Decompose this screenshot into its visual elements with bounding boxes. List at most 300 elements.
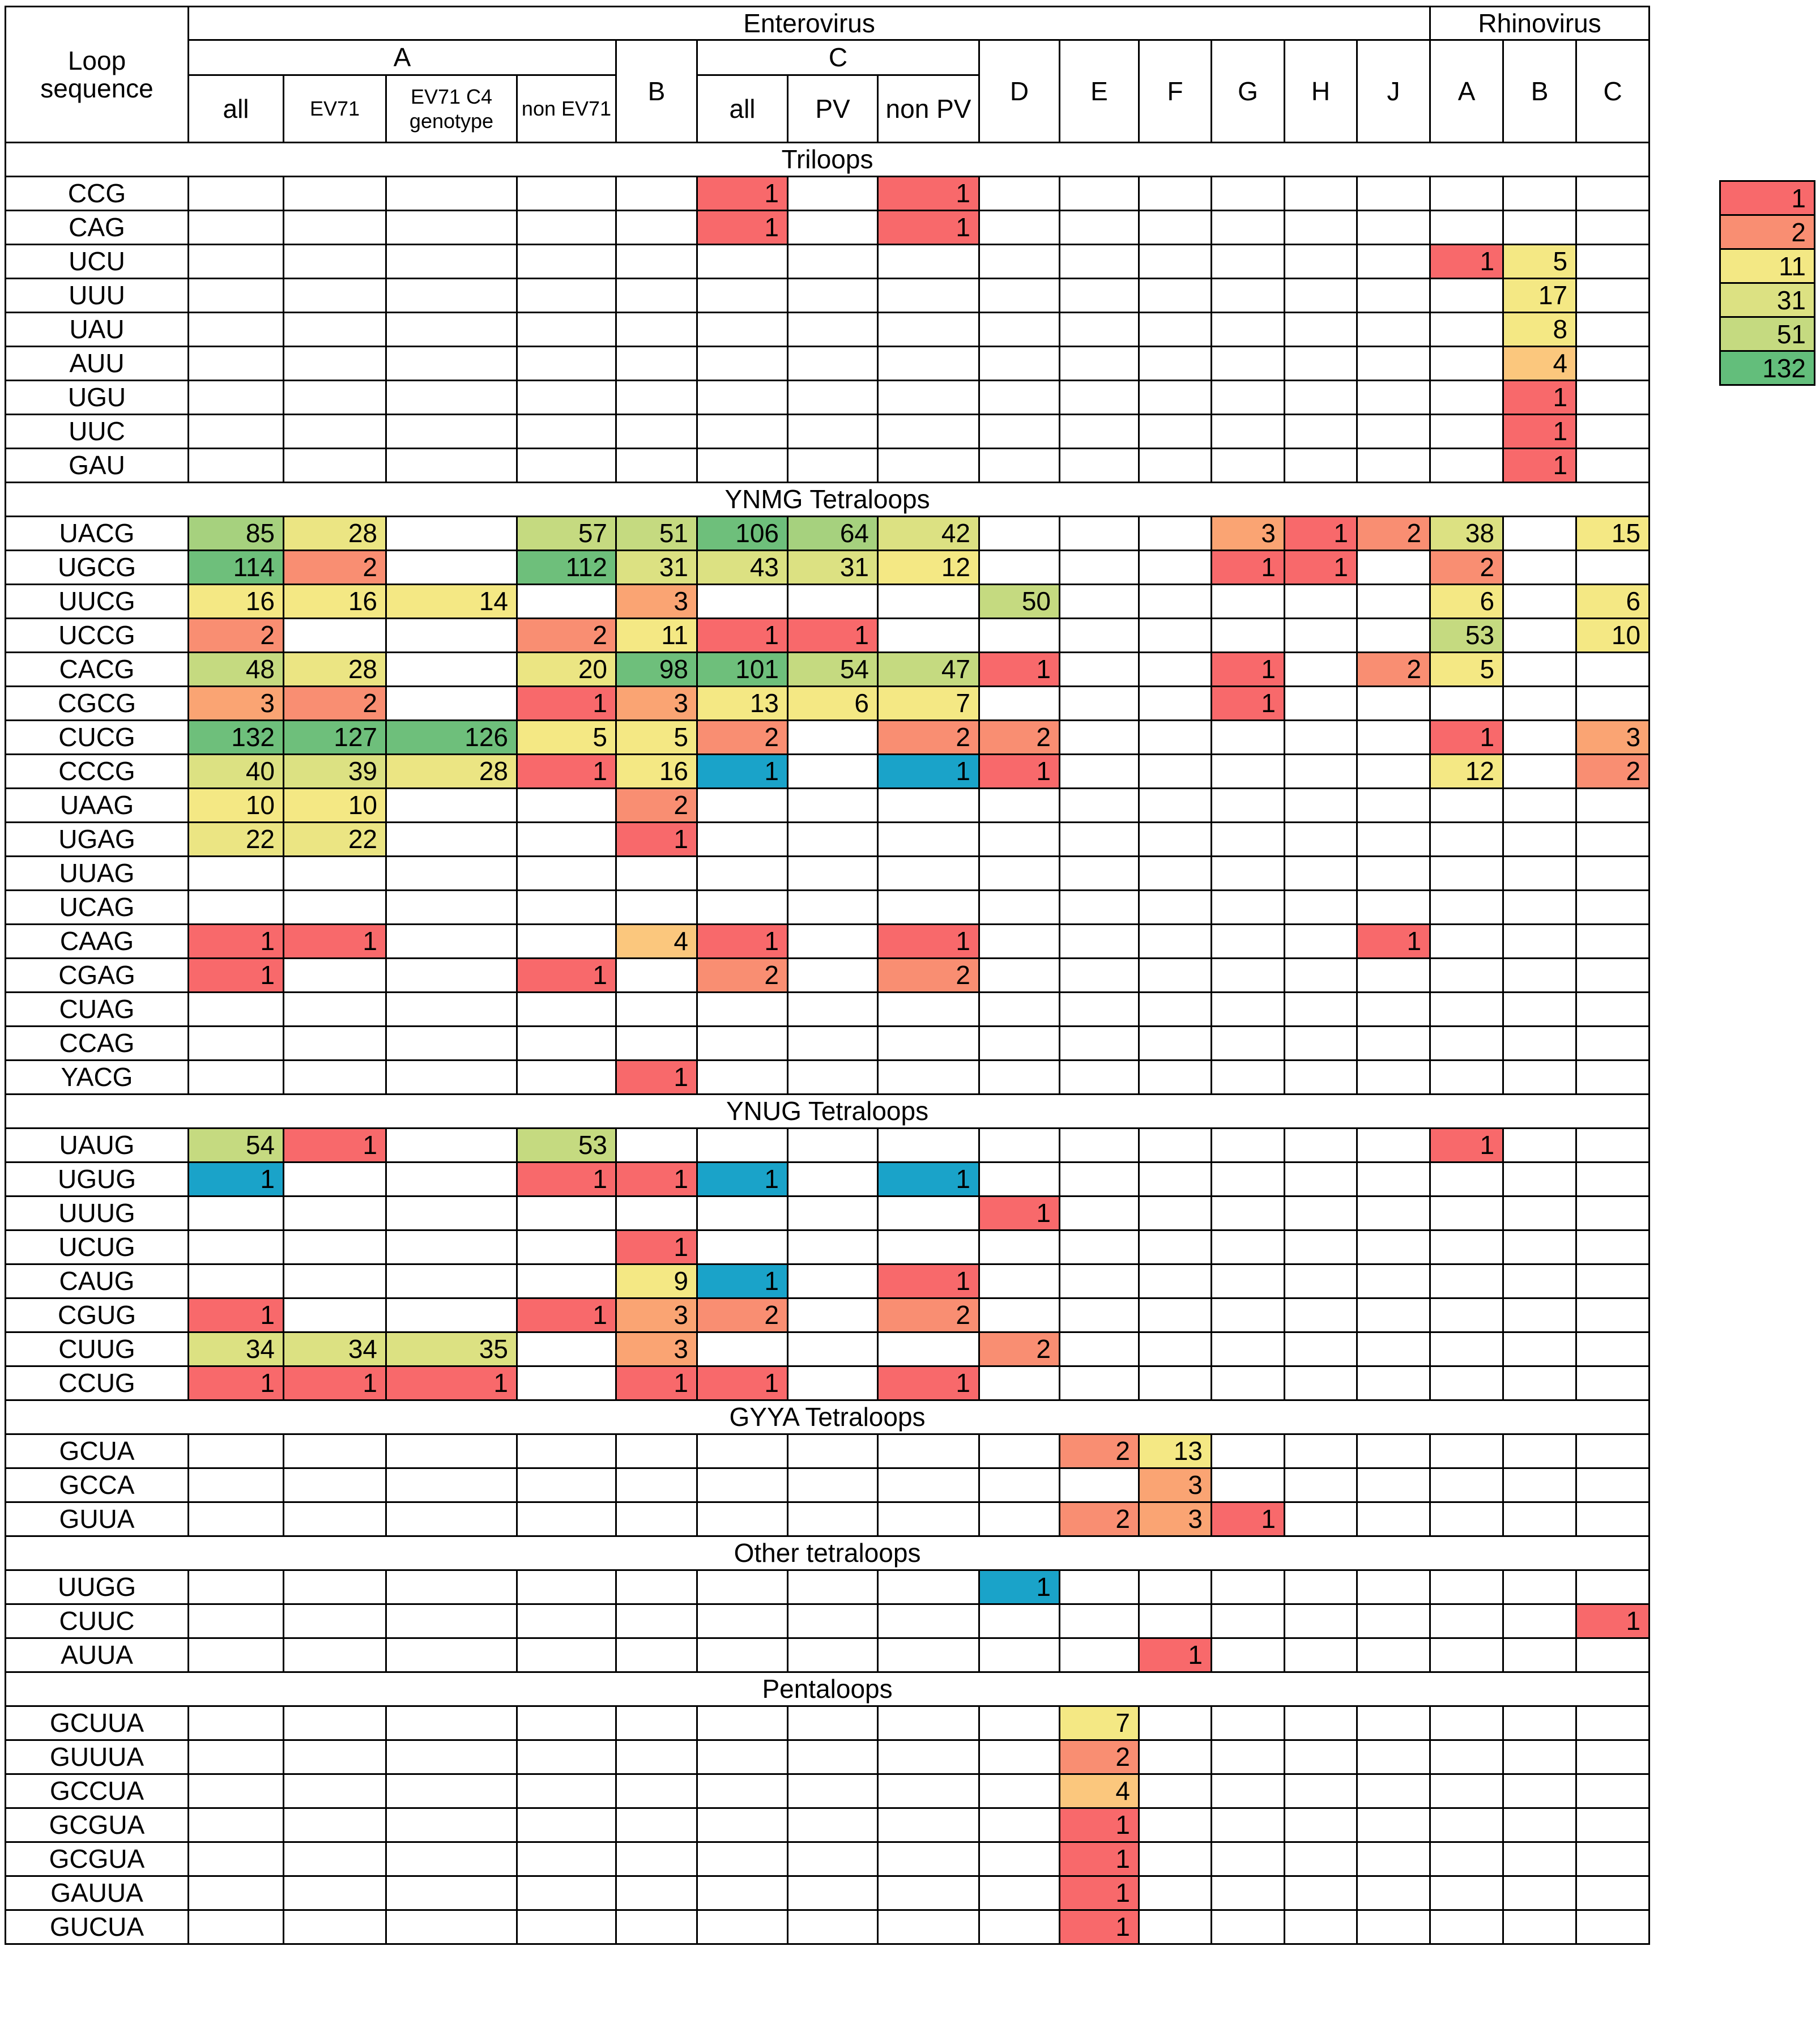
table-cell [1430,1196,1503,1230]
table-cell [517,1332,616,1366]
table-cell [1212,789,1285,823]
table-cell [386,1162,517,1196]
table-cell [189,1196,284,1230]
table-cell [1357,993,1430,1027]
table-cell [878,1910,979,1944]
row-label: CUCG [6,721,189,755]
table-cell [284,857,386,891]
table-cell [1285,245,1357,279]
table-cell [1285,1842,1357,1876]
table-cell [1139,857,1212,891]
table-cell [1357,1230,1430,1264]
table-cell [788,1842,878,1876]
table-cell [1503,891,1576,925]
table-cell [979,1434,1060,1468]
table-cell [1060,1570,1139,1604]
table-cell: 1 [284,1366,386,1400]
table-cell: 2 [284,687,386,721]
table-cell [1060,415,1139,449]
table-cell [1060,517,1139,551]
table-cell: 3 [616,1298,697,1332]
table-cell [386,1468,517,1502]
table-cell [1139,823,1212,857]
table-cell [788,1570,878,1604]
table-cell [1139,245,1212,279]
table-cell [284,1774,386,1808]
table-cell: 22 [189,823,284,857]
table-cell [1503,1604,1576,1638]
table-cell [1060,993,1139,1027]
table-cell [189,1706,284,1740]
table-cell [517,1774,616,1808]
table-cell [878,347,979,381]
table-cell [788,1468,878,1502]
table-cell: 12 [1430,755,1503,789]
col-header-c-all: all [697,75,788,143]
row-label: GUUA [6,1502,189,1536]
table-cell: 1 [1503,415,1576,449]
table-cell [697,1774,788,1808]
table-cell [1357,755,1430,789]
table-cell [1357,1774,1430,1808]
section-row [6,1672,1649,1706]
table-cell [697,449,788,483]
table-cell [979,1468,1060,1502]
section-title: Pentaloops [6,1672,1649,1706]
table-cell [1576,381,1649,415]
table-cell [1139,279,1212,313]
table-cell [979,1162,1060,1196]
table-cell [386,245,517,279]
table-cell [1212,755,1285,789]
table-cell [1139,1570,1212,1604]
table-cell: 106 [697,517,788,551]
table-cell: 5 [1503,245,1576,279]
table-cell [697,347,788,381]
table-cell [616,1740,697,1774]
table-cell [1357,1264,1430,1298]
table-cell [788,1502,878,1536]
table-cell [1576,1298,1649,1332]
table-cell [1212,1162,1285,1196]
table-cell: 1 [697,1264,788,1298]
row-label: CCUG [6,1366,189,1400]
table-cell [788,1604,878,1638]
section-title: YNUG Tetraloops [6,1095,1649,1129]
table-cell: 1 [517,1298,616,1332]
table-cell [1212,1366,1285,1400]
table-cell [1212,1434,1285,1468]
table-cell: 2 [979,1332,1060,1366]
row-label: YACG [6,1061,189,1095]
table-cell [517,789,616,823]
table-cell [1503,1298,1576,1332]
table-cell [517,1876,616,1910]
table-cell: 1 [1503,449,1576,483]
row-label: UAU [6,313,189,347]
table-cell [189,1468,284,1502]
table-cell [1576,211,1649,245]
table-cell: 2 [697,959,788,993]
table-cell [1503,1876,1576,1910]
table-cell [979,1502,1060,1536]
table-cell [697,1434,788,1468]
table-cell [517,279,616,313]
table-cell [1357,1808,1430,1842]
table-cell [1139,177,1212,211]
table-row [6,449,1649,483]
table-cell [1139,1706,1212,1740]
legend-row [1720,181,1815,215]
table-cell [697,1129,788,1162]
table-cell [1212,1774,1285,1808]
table-cell [517,993,616,1027]
table-cell: 1 [616,1061,697,1095]
table-cell [1139,1230,1212,1264]
table-cell [1212,313,1285,347]
table-cell [1357,313,1430,347]
table-cell [284,1230,386,1264]
table-cell: 1 [697,755,788,789]
table-cell: 39 [284,755,386,789]
table-cell [1430,211,1503,245]
table-cell [1576,551,1649,585]
table-cell [979,1808,1060,1842]
table-row [6,1910,1649,1944]
table-cell: 17 [1503,279,1576,313]
table-cell: 5 [616,721,697,755]
table-cell [788,449,878,483]
table-row [6,1061,1649,1095]
row-label: CAAG [6,925,189,959]
table-cell [1357,1570,1430,1604]
row-label: UGAG [6,823,189,857]
table-cell [788,823,878,857]
table-cell [517,211,616,245]
table-cell [1430,347,1503,381]
table-cell [189,1910,284,1944]
table-cell [1357,687,1430,721]
col-header-a-ev71-c4: EV71 C4 genotype [386,75,517,143]
table-cell [1357,381,1430,415]
table-cell [697,313,788,347]
table-cell [616,1842,697,1876]
table-row [6,1638,1649,1672]
table-cell [788,1740,878,1774]
table-cell: 31 [788,551,878,585]
table-cell [284,381,386,415]
table-cell [189,1842,284,1876]
table-cell [1060,721,1139,755]
table-cell [517,1740,616,1774]
table-cell [189,993,284,1027]
table-cell: 20 [517,653,616,687]
table-cell: 53 [1430,619,1503,653]
table-cell [697,279,788,313]
table-row [6,415,1649,449]
table-cell [979,1774,1060,1808]
table-cell [1212,1910,1285,1944]
table-cell: 98 [616,653,697,687]
row-label: UGUG [6,1162,189,1196]
table-row [6,1468,1649,1502]
table-cell [1139,925,1212,959]
row-label: GCCUA [6,1774,189,1808]
table-cell [189,1774,284,1808]
table-cell: 12 [878,551,979,585]
table-cell [1430,1774,1503,1808]
row-label: UCU [6,245,189,279]
table-cell [1212,381,1285,415]
table-cell [788,1230,878,1264]
table-cell [1576,177,1649,211]
table-cell [788,1808,878,1842]
table-cell [1430,1740,1503,1774]
table-cell: 40 [189,755,284,789]
table-cell [1503,823,1576,857]
table-cell [1139,789,1212,823]
table-cell: 8 [1503,313,1576,347]
row-label: CUUG [6,1332,189,1366]
table-cell [386,1434,517,1468]
table-cell: 6 [788,687,878,721]
table-cell: 38 [1430,517,1503,551]
table-cell: 1 [1285,517,1357,551]
row-label: UUCG [6,585,189,619]
table-row [6,1570,1649,1604]
table-cell: 112 [517,551,616,585]
table-cell [1576,279,1649,313]
table-row [6,755,1649,789]
table-cell [1060,891,1139,925]
table-cell [1503,1638,1576,1672]
table-cell [878,585,979,619]
col-header-ev-f: F [1139,40,1212,143]
table-cell [1285,1468,1357,1502]
table-cell [1212,1706,1285,1740]
table-cell: 50 [979,585,1060,619]
table-cell [697,1740,788,1774]
table-cell [1060,585,1139,619]
table-cell [1060,1468,1139,1502]
table-cell [1139,1876,1212,1910]
table-cell [1503,551,1576,585]
table-cell [979,619,1060,653]
table-cell [1285,1332,1357,1366]
table-cell [788,959,878,993]
table-cell [1060,1264,1139,1298]
row-label: CAG [6,211,189,245]
table-cell [517,823,616,857]
table-cell [616,347,697,381]
table-cell [788,993,878,1027]
col-header-ev-j: J [1357,40,1430,143]
table-row [6,1332,1649,1366]
table-cell [1430,993,1503,1027]
table-cell [1285,1808,1357,1842]
table-cell [697,857,788,891]
table-cell [788,1298,878,1332]
table-cell: 28 [386,755,517,789]
table-cell [284,1502,386,1536]
table-cell: 5 [1430,653,1503,687]
row-label: CCAG [6,1027,189,1061]
table-cell [284,415,386,449]
table-cell [517,1604,616,1638]
table-cell: 1 [697,177,788,211]
table-cell [1285,891,1357,925]
table-cell [1285,1230,1357,1264]
table-cell [1060,551,1139,585]
table-cell: 1 [616,823,697,857]
table-cell [979,1061,1060,1095]
row-label: UAAG [6,789,189,823]
table-row [6,1502,1649,1536]
table-cell: 1 [1503,381,1576,415]
table-cell [1139,211,1212,245]
table-cell [1503,755,1576,789]
table-cell [1285,1570,1357,1604]
table-cell [386,993,517,1027]
table-cell: 1 [1576,1604,1649,1638]
table-cell [1139,653,1212,687]
table-cell [1060,177,1139,211]
table-cell [1576,347,1649,381]
table-cell [1285,1638,1357,1672]
table-cell: 2 [697,1298,788,1332]
table-cell [1139,313,1212,347]
table-cell [1503,1842,1576,1876]
table-cell [1139,1061,1212,1095]
table-cell [517,1061,616,1095]
table-cell: 1 [979,1196,1060,1230]
table-cell [1285,959,1357,993]
row-label: GUCUA [6,1910,189,1944]
table-cell [386,177,517,211]
table-cell [284,1434,386,1468]
table-cell [189,1264,284,1298]
table-cell [878,1129,979,1162]
table-cell [386,449,517,483]
table-cell [788,721,878,755]
table-cell [1576,1196,1649,1230]
table-cell [788,585,878,619]
section-title: YNMG Tetraloops [6,483,1649,517]
col-header-c-non-pv: non PV [878,75,979,143]
table-cell [284,245,386,279]
table-cell [979,1842,1060,1876]
table-cell [386,517,517,551]
table-cell [1285,1774,1357,1808]
table-cell [1357,177,1430,211]
table-cell: 6 [1576,585,1649,619]
table-cell [788,279,878,313]
table-cell: 10 [284,789,386,823]
table-cell [1357,1468,1430,1502]
table-cell: 4 [616,925,697,959]
table-cell [1285,1434,1357,1468]
table-cell [517,449,616,483]
table-cell [979,1706,1060,1740]
table-cell [284,1706,386,1740]
table-cell [386,313,517,347]
table-cell [1285,585,1357,619]
table-cell: 1 [1430,721,1503,755]
table-cell [1139,1298,1212,1332]
table-cell [1212,925,1285,959]
table-cell: 1 [1060,1876,1139,1910]
row-label: CCG [6,177,189,211]
table-cell [616,1468,697,1502]
table-cell [386,891,517,925]
table-cell [517,1570,616,1604]
table-cell [878,993,979,1027]
table-cell [1430,415,1503,449]
table-cell [1060,1298,1139,1332]
table-cell: 1 [878,925,979,959]
table-cell: 1 [697,619,788,653]
table-cell [284,891,386,925]
table-cell [1430,1468,1503,1502]
table-cell [284,959,386,993]
col-header-ev-b: B [616,40,697,143]
table-cell [1285,857,1357,891]
table-cell [697,1808,788,1842]
table-cell [616,1876,697,1910]
table-cell: 1 [878,755,979,789]
col-header-a-ev71: EV71 [284,75,386,143]
table-cell: 1 [878,1264,979,1298]
table-row [6,1434,1649,1468]
table-cell [1503,177,1576,211]
table-cell [1060,1061,1139,1095]
table-cell [616,1774,697,1808]
table-row [6,1196,1649,1230]
table-cell: 1 [1285,551,1357,585]
table-cell [878,1808,979,1842]
table-cell [878,1570,979,1604]
table-cell [1212,619,1285,653]
table-cell [1060,1332,1139,1366]
table-cell [788,1061,878,1095]
table-cell: 6 [1430,585,1503,619]
table-cell [1285,313,1357,347]
table-row [6,1162,1649,1196]
table-cell [1576,449,1649,483]
table-cell [1285,619,1357,653]
table-cell [1357,1876,1430,1910]
table-cell [979,449,1060,483]
table-cell [1430,687,1503,721]
table-cell: 51 [616,517,697,551]
row-label: CGAG [6,959,189,993]
table-cell [697,789,788,823]
table-cell [1139,619,1212,653]
table-row [6,1876,1649,1910]
table-cell [1503,993,1576,1027]
table-cell: 2 [517,619,616,653]
table-cell [1285,1502,1357,1536]
table-cell [1503,1332,1576,1366]
table-cell [1212,1740,1285,1774]
table-cell [979,925,1060,959]
row-label: CGCG [6,687,189,721]
table-cell [1212,891,1285,925]
table-cell [284,1808,386,1842]
table-cell [979,1876,1060,1910]
table-cell: 1 [697,1366,788,1400]
table-cell [788,1434,878,1468]
